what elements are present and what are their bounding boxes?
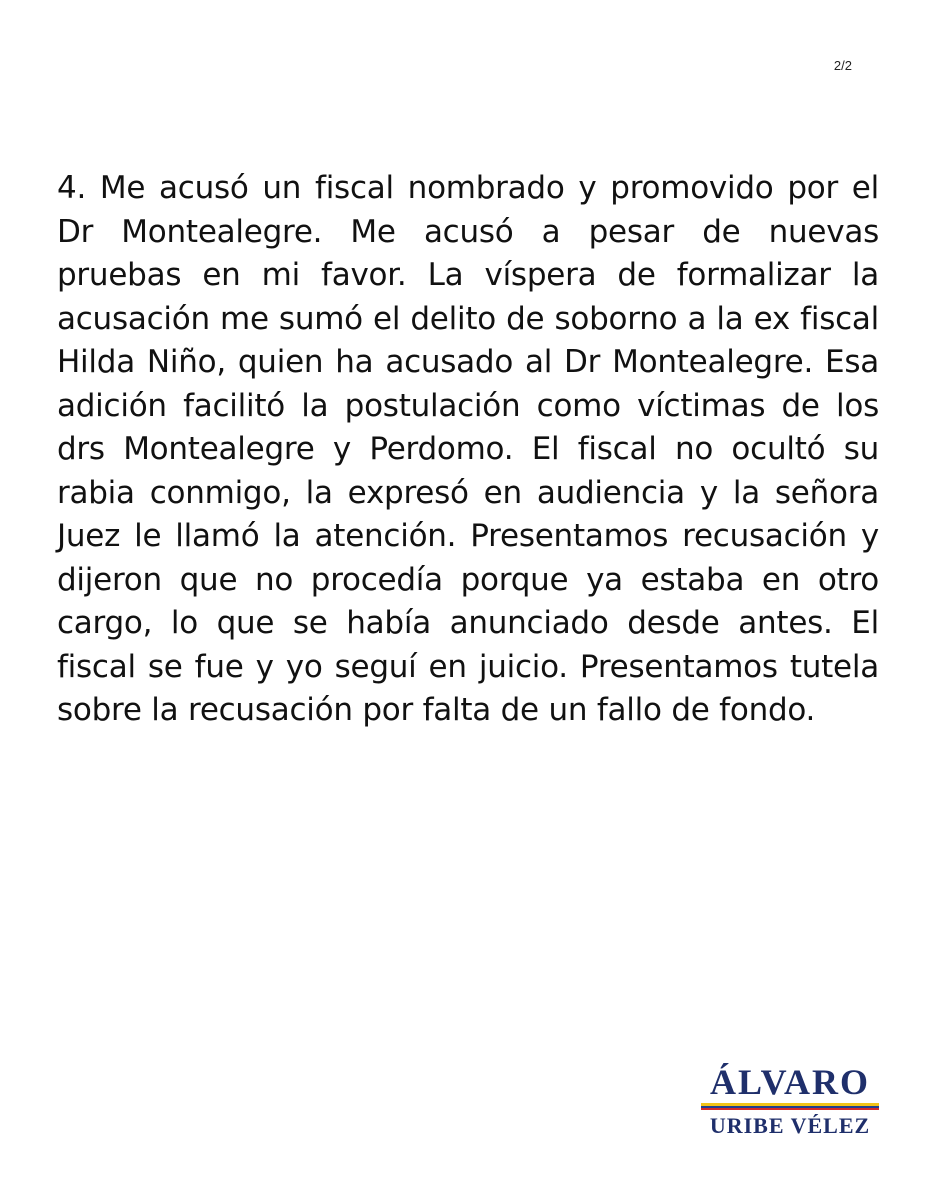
signature-logo (700, 1063, 880, 1138)
logo-last-name: URIBE VÉLEZ (709, 1113, 871, 1138)
flag-red-stripe (701, 1108, 879, 1110)
flag-stripe (701, 1103, 879, 1110)
logo-first-name: ÁLVARO (709, 1062, 871, 1102)
body-paragraph: 4. Me acusó un fiscal nombrado y promovido por el Dr Montealegre. Me acusó a pesar de nuevas pruebas en mi favor. La víspera de formalizar la acusación me sumó el delito de soborno a la ex fiscal Hilda Niño, quien ha acusado al Dr Montealegre. Esa adición facilitó la postulación como víctimas de los drs Montealegre y Perdomo. El fiscal no ocultó su rabia conmigo, la expresó en audiencia y la señora Juez le llamó la atención. Presentamos recusación y dijeron que no procedía porque ya estaba en otro cargo, lo que se había anunciado desde antes. El fiscal se fue y yo seguí en juicio. Presentamos tutela sobre la recusación por falta de un fallo de fondo. (57, 170, 879, 728)
page-number: 2/2 (833, 58, 852, 73)
